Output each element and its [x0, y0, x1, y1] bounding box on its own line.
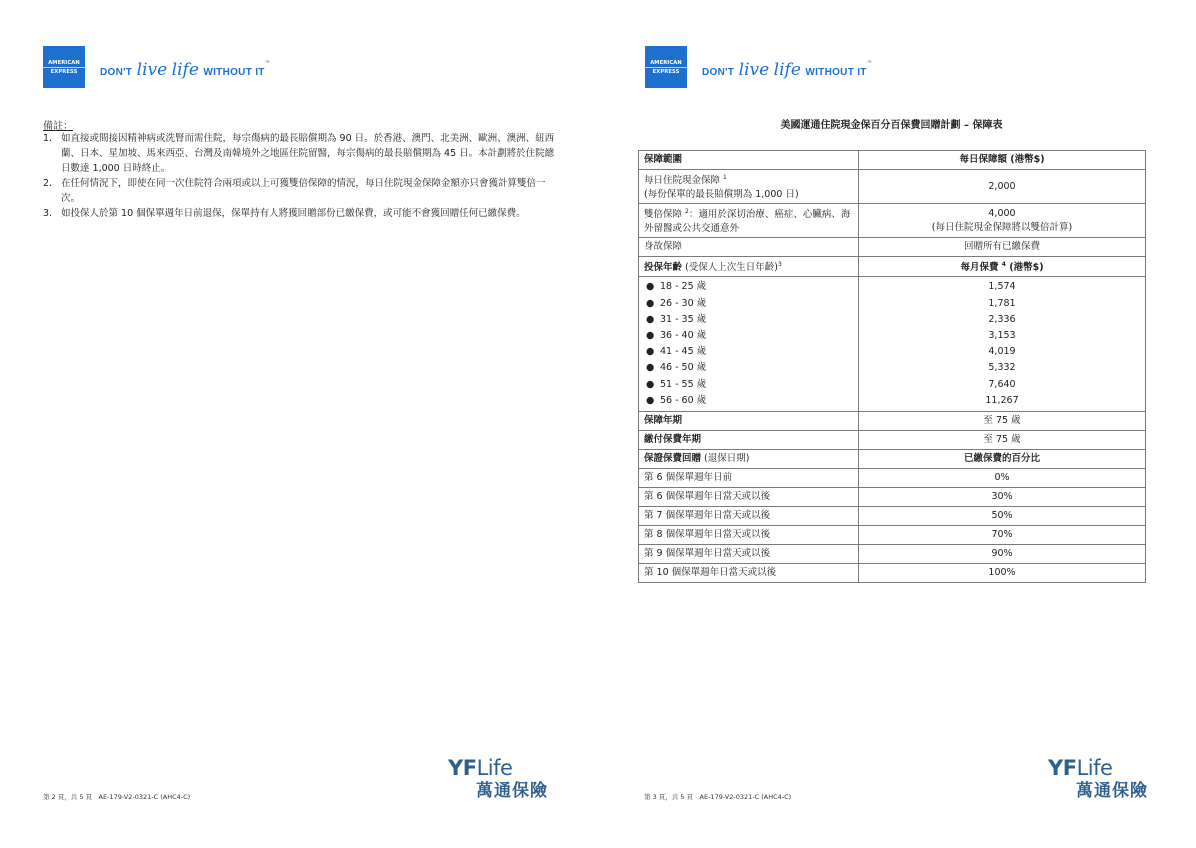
- monthly-premium: 5,332: [988, 362, 1016, 374]
- daily-cash-cell: [639, 170, 859, 204]
- note-item: [43, 131, 555, 176]
- tagline-without-it: WITHOUT IT: [203, 67, 265, 78]
- table-row-refund: [639, 545, 1146, 564]
- note-text: 在任何情況下，即使在同一次住院符合兩項或以上可獲雙倍保障的情況，每日住院現金保障金額亦只會獲計算雙倍一次。: [61, 178, 546, 204]
- refund-when: 第 7 個保單週年日當天或以後: [639, 507, 859, 526]
- note-text: 如投保人於第 10 個保單週年日前退保，保單持有人將獲回贈部份已繳保費，或可能不會獲回贈任何已繳保費。: [61, 208, 526, 219]
- yf-logo-yf: YF: [448, 756, 477, 780]
- amex-logo: [43, 46, 85, 88]
- refund-pct: 100%: [859, 564, 1146, 583]
- age-band-label: 56 - 60 歲: [660, 394, 707, 406]
- double-value-note: (每日住院現金保障將以雙倍計算): [931, 221, 1073, 233]
- note-number: 2.: [43, 178, 53, 189]
- table-row-refund-header: [639, 450, 1146, 469]
- daily-cash-note: (每份保單的最長賠償期為 1,000 日): [644, 189, 799, 201]
- tagline-tm: ™: [264, 60, 270, 66]
- amex-logo-line2: EXPRESS: [652, 68, 680, 75]
- notes-title: 備註：: [43, 121, 73, 132]
- bullet-icon: ●: [646, 330, 655, 342]
- refund-when: 第 8 個保單週年日當天或以後: [639, 526, 859, 545]
- term-value: 至 75 歲: [859, 412, 1146, 431]
- bullet-icon: ●: [646, 297, 655, 309]
- table-row-refund: [639, 488, 1146, 507]
- monthly-premium: 2,336: [988, 313, 1016, 325]
- note-number: 1.: [43, 133, 53, 144]
- yf-logo-en: [1048, 756, 1158, 780]
- age-band-label: 51 - 55 歲: [660, 378, 707, 390]
- table-row-refund: [639, 526, 1146, 545]
- table-row-death: [639, 238, 1146, 257]
- monthly-premium: 4,019: [988, 346, 1016, 358]
- age-bands-cell: [639, 277, 859, 412]
- table-row-refund: [639, 564, 1146, 583]
- page-footer: 第 2 頁，共 5 頁 AE-179-V2-0321-C (AHC4-C): [43, 793, 191, 801]
- amex-tagline: [100, 60, 270, 80]
- death-label: 身故保障: [639, 238, 859, 257]
- tagline-live: live: [136, 60, 168, 80]
- double-label: 雙倍保障: [644, 209, 683, 221]
- double-value: 4,000: [988, 207, 1016, 219]
- yf-logo-zh: 萬通保險: [476, 781, 548, 801]
- tagline-tm: ™: [866, 60, 872, 66]
- bullet-icon: ●: [646, 313, 655, 325]
- age-band: [644, 377, 853, 393]
- benefit-table: [638, 150, 1146, 583]
- amex-logo-line1: AMERICAN: [650, 59, 682, 66]
- double-text: ：適用於深切治療、癌症、心臟病、海外留醫或公共交通意外: [644, 209, 851, 235]
- age-header-cell: [639, 257, 859, 277]
- table-row-refund: [639, 469, 1146, 488]
- bullet-icon: ●: [646, 378, 655, 390]
- refund-when: 第 6 個保單週年日前: [639, 469, 859, 488]
- yf-logo-zh: 萬通保險: [1076, 781, 1148, 801]
- table-row-pay-term: [639, 431, 1146, 450]
- note-item: [43, 206, 555, 221]
- table-row-refund: [639, 507, 1146, 526]
- bullet-icon: ●: [646, 281, 655, 293]
- age-band: [644, 312, 853, 328]
- tagline-without-it: WITHOUT IT: [805, 67, 867, 78]
- tagline-dont: DON'T: [702, 67, 735, 78]
- premium-header: 每月保費: [960, 262, 999, 274]
- age-band: [644, 360, 853, 376]
- monthly-premium: 3,153: [988, 330, 1016, 342]
- table-row-daily-cash: [639, 170, 1146, 204]
- yf-life-logo: [448, 756, 558, 802]
- premium-header-cell: [859, 257, 1146, 277]
- age-band-label: 26 - 30 歲: [660, 297, 707, 309]
- bullet-icon: ●: [646, 362, 655, 374]
- yf-logo-life: Life: [476, 756, 513, 780]
- pay-term-value: 至 75 歲: [859, 431, 1146, 450]
- note-text: 如直接或間接因精神病或洗腎而需住院，每宗傷病的最長賠償期為 90 日。於香港、澳門、北美洲、歐洲、澳洲、紐西蘭、日本、星加坡、馬來西亞、台灣及南韓境外之地區住院留醫，每宗傷病的最長賠償期為 45 日。本計劃將於住院總日數達 1,000 日時終止。: [61, 133, 555, 174]
- double-value-cell: [859, 204, 1146, 238]
- premium-header-unit: (港幣$): [1005, 262, 1044, 274]
- age-header-note: (受保人上次生日年齡): [682, 262, 778, 274]
- footnote-ref: 1: [723, 174, 727, 181]
- pay-term-label: 繳付保費年期: [639, 431, 859, 450]
- yf-logo-yf: YF: [1048, 756, 1077, 780]
- daily-cash-value: 2,000: [859, 170, 1146, 204]
- double-cell: [639, 204, 859, 238]
- age-band: [644, 279, 853, 295]
- age-band-label: 31 - 35 歲: [660, 313, 707, 325]
- age-band-label: 36 - 40 歲: [660, 330, 707, 342]
- notes-list: [43, 131, 555, 221]
- monthly-premium: 1,574: [988, 281, 1016, 293]
- tagline-dont: DON'T: [100, 67, 133, 78]
- yf-logo-en: [448, 756, 558, 780]
- table-row-age-bands: [639, 277, 1146, 412]
- header-benefit-scope: 保障範圍: [639, 151, 859, 170]
- bullet-icon: ●: [646, 346, 655, 358]
- refund-when: 第 6 個保單週年日當天或以後: [639, 488, 859, 507]
- amex-logo-line2: EXPRESS: [50, 68, 78, 75]
- table-row-double: [639, 204, 1146, 238]
- note-number: 3.: [43, 208, 53, 219]
- bullet-icon: ●: [646, 394, 655, 406]
- yf-logo-life: Life: [1076, 756, 1113, 780]
- table-row-term: [639, 412, 1146, 431]
- term-label: 保障年期: [639, 412, 859, 431]
- refund-label: 保證保費回贈: [644, 453, 702, 465]
- amex-tagline: [702, 60, 872, 80]
- note-item: [43, 176, 555, 206]
- age-band: [644, 393, 853, 409]
- footnote-ref: 4: [1001, 261, 1006, 269]
- refund-pct: 0%: [859, 469, 1146, 488]
- footnote-ref: 3: [777, 261, 782, 269]
- daily-cash-label: 每日住院現金保障: [644, 175, 721, 187]
- monthly-premium: 11,267: [985, 394, 1019, 406]
- age-band: [644, 344, 853, 360]
- table-row-age-header: [639, 257, 1146, 277]
- refund-header-cell: [639, 450, 859, 469]
- amex-logo-line1: AMERICAN: [48, 59, 80, 66]
- table-header-row: [639, 151, 1146, 170]
- monthly-premium: 1,781: [988, 297, 1016, 309]
- age-band-label: 46 - 50 歲: [660, 362, 707, 374]
- age-band-label: 18 - 25 歲: [660, 281, 707, 293]
- refund-pct: 70%: [859, 526, 1146, 545]
- refund-when: 第 10 個保單週年日當天或以後: [639, 564, 859, 583]
- refund-pct: 50%: [859, 507, 1146, 526]
- header-daily-amount: 每日保障額 (港幣$): [859, 151, 1146, 170]
- age-band: [644, 328, 853, 344]
- refund-pct: 90%: [859, 545, 1146, 564]
- amex-logo: [645, 46, 687, 88]
- tagline-life: life: [171, 60, 199, 80]
- age-band-label: 41 - 45 歲: [660, 346, 707, 358]
- page-footer: 第 3 頁，共 5 頁 AE-179-V2-0321-C (AHC4-C): [644, 793, 792, 801]
- death-value: 回贈所有已繳保費: [859, 238, 1146, 257]
- age-band: [644, 296, 853, 312]
- monthly-premium: 7,640: [988, 378, 1016, 390]
- tagline-life: life: [773, 60, 801, 80]
- plan-title: 美國運通住院現金保百分百保費回贈計劃 – 保障表: [780, 120, 1003, 131]
- refund-pct: 30%: [859, 488, 1146, 507]
- premiums-cell: [859, 277, 1146, 412]
- yf-life-logo: [1048, 756, 1158, 802]
- footnote-ref: 2: [685, 208, 689, 216]
- refund-header-pct: 已繳保費的百分比: [859, 450, 1146, 469]
- refund-when: 第 9 個保單週年日當天或以後: [639, 545, 859, 564]
- refund-label-note: (退保日期): [701, 453, 750, 465]
- tagline-live: live: [738, 60, 770, 80]
- age-header: 投保年齡: [644, 262, 683, 274]
